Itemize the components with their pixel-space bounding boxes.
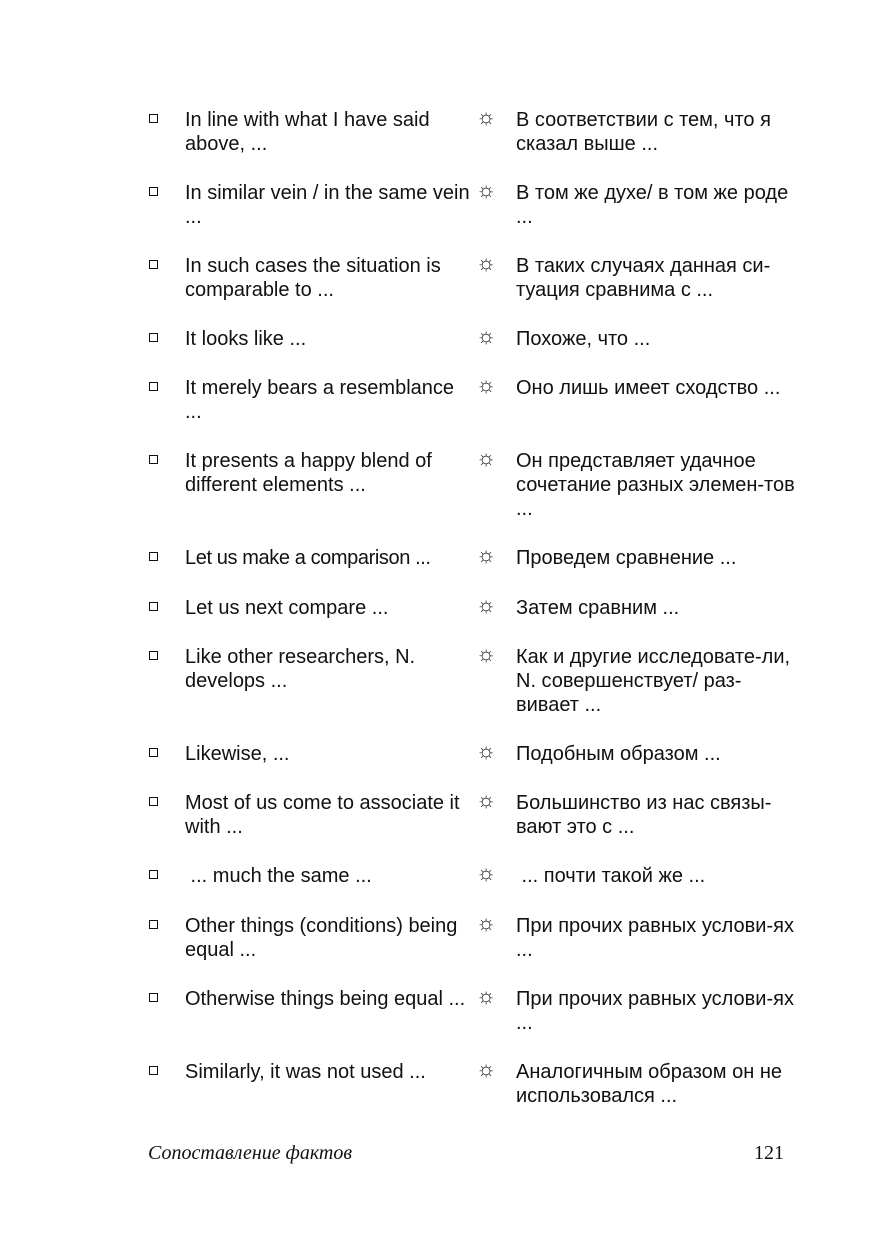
sun-bullet-icon: ☼	[476, 641, 497, 666]
english-phrase: Most of us come to associate it with ...	[185, 792, 460, 838]
russian-phrase: Оно лишь имеет сходство ...	[516, 377, 781, 399]
sun-bullet-icon: ☼	[476, 104, 497, 129]
russian-phrase: При прочих равных услови-ях ...	[516, 915, 794, 961]
sun-bullet-icon: ☼	[476, 860, 497, 885]
sun-bullet-icon: ☼	[476, 177, 497, 202]
sun-bullet-icon: ☼	[476, 250, 497, 275]
english-phrase: Like other researchers, N. develops ...	[185, 646, 416, 692]
sun-bullet-icon: ☼	[476, 983, 497, 1008]
square-bullet-icon	[149, 187, 158, 196]
russian-phrase: Похоже, что ...	[516, 328, 651, 350]
russian-phrase: Проведем сравнение ...	[516, 547, 737, 569]
square-bullet-icon	[149, 455, 158, 464]
square-bullet-icon	[149, 993, 158, 1002]
russian-phrase: ... почти такой же ...	[516, 865, 706, 887]
square-bullet-icon	[149, 870, 158, 879]
english-phrase: It merely bears a resemblance ...	[185, 377, 455, 423]
square-bullet-icon	[149, 552, 158, 561]
square-bullet-icon	[149, 333, 158, 342]
sun-bullet-icon: ☼	[476, 542, 497, 567]
english-phrase: ... much the same ...	[185, 865, 372, 887]
square-bullet-icon	[149, 748, 158, 757]
english-phrase: In such cases the situation is comparable to ...	[185, 255, 441, 301]
russian-phrase: В соответствии с тем, что я сказал выше ...	[516, 109, 771, 155]
russian-phrase: Он представляет удачное сочетание разных элемен-тов ...	[516, 450, 795, 520]
page-number: 121	[754, 1142, 784, 1164]
english-phrase: In line with what I have said above, ...	[185, 109, 430, 155]
russian-phrase: Подобным образом ...	[516, 743, 721, 765]
english-phrase: Let us next compare ...	[185, 597, 389, 619]
square-bullet-icon	[149, 651, 158, 660]
russian-phrase: Аналогичным образом он не использовался ...	[516, 1061, 783, 1107]
english-phrase: Likewise, ...	[185, 743, 290, 765]
russian-phrase: В том же духе/ в том же роде ...	[516, 182, 789, 228]
english-phrase: It presents a happy blend of different elements ...	[185, 450, 432, 496]
russian-phrase: Как и другие исследовате-ли, N. совершенствует/ раз-вивает ...	[516, 646, 791, 716]
english-phrase: Other things (conditions) being equal ...	[185, 915, 458, 961]
square-bullet-icon	[149, 382, 158, 391]
square-bullet-icon	[149, 1066, 158, 1075]
russian-phrase: Затем сравним ...	[516, 597, 680, 619]
english-phrase: Otherwise things being equal ...	[185, 988, 466, 1010]
sun-bullet-icon: ☼	[476, 372, 497, 397]
running-footer-title: Сопоставление фактов	[148, 1142, 353, 1164]
square-bullet-icon	[149, 920, 158, 929]
english-phrase: In similar vein / in the same vein ...	[185, 182, 470, 228]
square-bullet-icon	[149, 260, 158, 269]
russian-phrase: При прочих равных услови-ях ...	[516, 988, 794, 1034]
english-phrase: It looks like ...	[185, 328, 307, 350]
russian-phrase: Большинство из нас связы-вают это с ...	[516, 792, 772, 838]
sun-bullet-icon: ☼	[476, 910, 497, 935]
sun-bullet-icon: ☼	[476, 1056, 497, 1081]
square-bullet-icon	[149, 797, 158, 806]
sun-bullet-icon: ☼	[476, 738, 497, 763]
sun-bullet-icon: ☼	[476, 323, 497, 348]
english-phrase: Similarly, it was not used ...	[185, 1061, 426, 1083]
russian-phrase: В таких случаях данная си-туация сравнима с ...	[516, 255, 771, 301]
sun-bullet-icon: ☼	[476, 787, 497, 812]
square-bullet-icon	[149, 602, 158, 611]
sun-bullet-icon: ☼	[476, 592, 497, 617]
sun-bullet-icon: ☼	[476, 445, 497, 470]
english-phrase: Let us make a comparison ...	[185, 547, 431, 569]
square-bullet-icon	[149, 114, 158, 123]
